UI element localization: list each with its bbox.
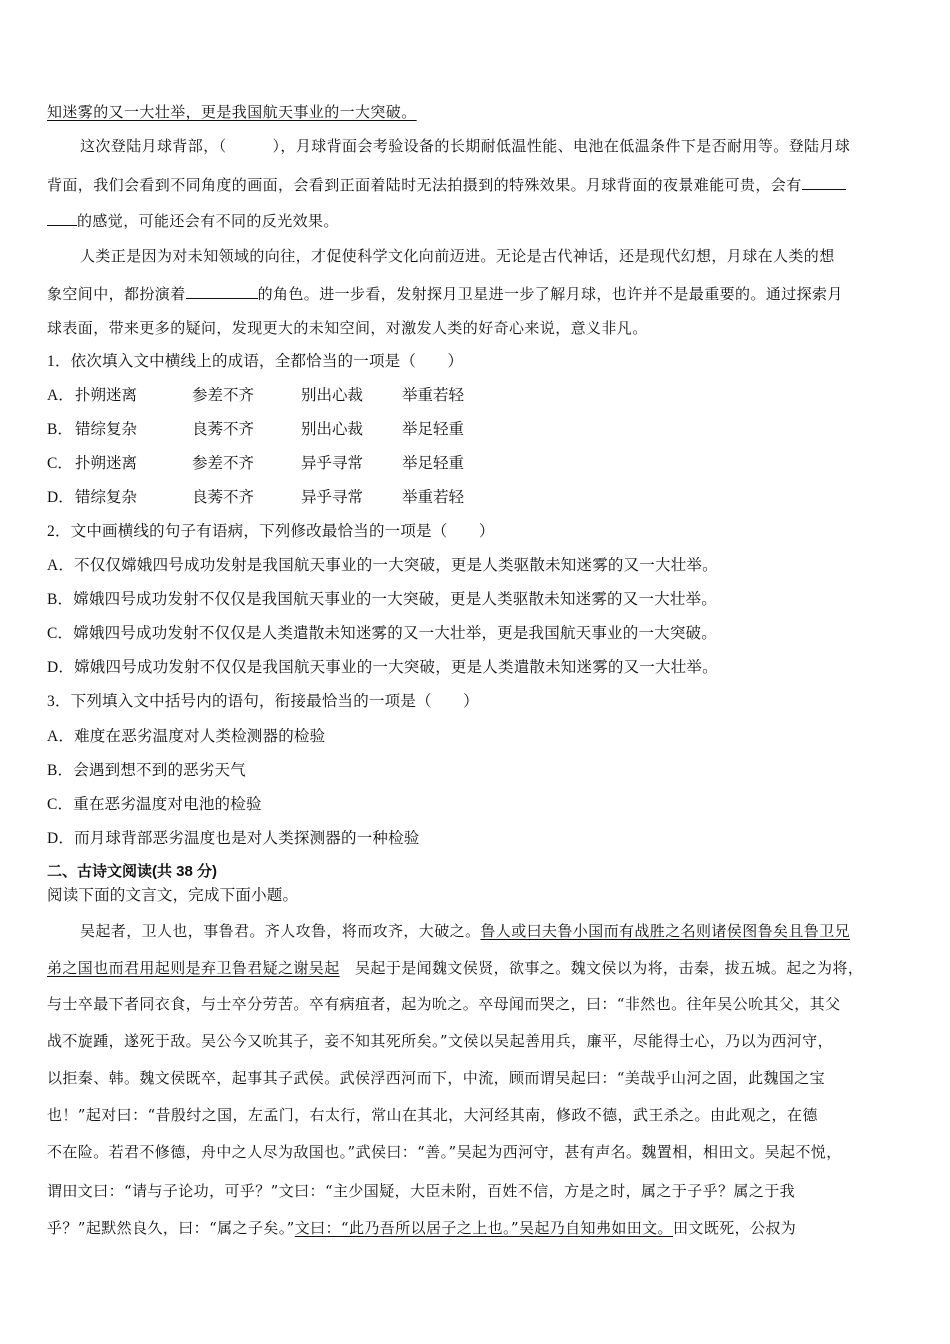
fill-blank — [47, 210, 77, 226]
passage-paragraph-3-line-1: 人类正是因为对未知领域的向往，才促使科学文化向前迈进。无论是古代神话，还是现代幻想，月球在人类的想 — [80, 247, 835, 265]
underlined-sentence: 鲁人或曰夫鲁小国而有战胜之名则诸侯图鲁矣且鲁卫兄 — [480, 922, 851, 940]
section-instruction: 阅读下面的文言文，完成下面小题。 — [47, 887, 299, 904]
passage-paragraph-3-line-3: 球表面，带来更多的疑问，发现更大的未知空间，对激发人类的好奇心来说，意义非凡。 — [47, 319, 648, 337]
question-3-option-a[interactable]: A．难度在恶劣温度对人类检测器的检验 — [47, 728, 326, 745]
question-2-stem: 2．文中画横线的句子有语病，下列修改最恰当的一项是（ ） — [47, 523, 495, 540]
question-2-option-c[interactable]: C．嫦娥四号成功发射不仅仅是人类遣散未知迷雾的又一大壮举，更是我国航天事业的一大突破。 — [47, 625, 717, 642]
underlined-sentence: 弟之国也而君用起则是弃卫鲁君疑之谢吴起 — [47, 959, 340, 977]
section-heading: 二、古诗文阅读(共 38 分) — [47, 863, 218, 880]
passage-paragraph-2-line-1: 这次登陆月球背部，（ ），月球背面会考验设备的长期耐低温性能、电池在低温条件下是否耐用等。登陆月球 — [80, 137, 851, 155]
classical-line-8: 谓田文曰：“请与子论功，可乎？”文曰：“主少国疑，大臣未附，百姓不信，方是之时，属之于子乎？属之于我 — [47, 1182, 796, 1200]
question-3-option-c[interactable]: C．重在恶劣温度对电池的检验 — [47, 796, 262, 813]
classical-line-4: 战不旋踵，遂死于敌。吴公今又吮其子，妾不知其死所矣。”文侯以吴起善用兵，廉平，尽能得士心，乃以为西河守， — [47, 1032, 833, 1050]
question-3-stem: 3．下列填入文中括号内的语句，衔接最恰当的一项是（ ） — [47, 693, 479, 710]
underlined-sentence: 知迷雾的又一大壮举，更是我国航天事业的一大突破。 — [47, 103, 417, 121]
question-2-option-d[interactable]: D．嫦娥四号成功发射不仅仅是我国航天事业的一大突破，更是人类遣散未知迷雾的又一大壮举。 — [47, 659, 718, 676]
exam-page: 知迷雾的又一大壮举，更是我国航天事业的一大突破。 这次登陆月球背部，（ ），月球背面会考验设备的长期耐低温性能、电池在低温条件下是否耐用等。登陆月球 背面，我们会看到不同角度的画面，会看到正面着陆时无法拍摄到的特殊效果。月球背面的夜景难能可贵，会有 的感觉，可能还会有不同的反光效果。 人类正是因为对未知领域的向往，才促使科学文化向前迈进。无论是古代神话，还是现代幻想，月球在人类的想 象空间中，都扮演着 的角色。进一步看，发射探月卫星进一步了解月球，也许并不是最重要的。通过探索月 球表面，带来更多的疑问，发现更大的未知空间，对激发人类的好奇心来说，意义非凡。 1．依次填入文中横线上的成语，全都恰当的一项是（ ） A． 扑朔迷离 参差不齐 别出心裁 举重若轻 B． 错综复杂 良莠不齐 别出心裁 举足轻重 C． 扑朔迷离 参差不齐 异乎寻常 举足轻重 D． 错综复杂 良莠不齐 异乎寻常 举重若轻 2．文中画横线的句子有语病，下列修改最恰当的一项是（ ） A．不仅仅嫦娥四号成功发射是我国航天事业的一大突破，更是人类驱散未知迷雾的又一大壮举。 B．嫦娥四号成功发射不仅仅是我国航天事业的一大突破，更是人类驱散未知迷雾的又一大壮举。 C．嫦娥四号成功发射不仅仅是人类遣散未知迷雾的又一大壮举，更是我国航天事业的一大突破。 D．嫦娥四号成功发射不仅仅是我国航天事业的一大突破，更是人类遣散未知迷雾的又一大壮举。 3．下列填入文中括号内的语句，衔接最恰当的一项是（ ） A．难度在恶劣温度对人类检测器的检验 B．会遇到想不到的恶劣天气 C．重在恶劣温度对电池的检验 D．而月球背部恶劣温度也是对人类探测器的一种检验 二、古诗文阅读(共 38 分) 阅读下面的文言文，完成下面小题。 吴起者，卫人也，事鲁君。齐人攻鲁，将而攻齐，大破之。鲁人或曰夫鲁小国而有战胜之名则诸侯图鲁矣且鲁卫兄 弟之国也而君用起则是弃卫鲁君疑之谢吴起 吴起于是闻魏文侯贤，欲事之。魏文侯以为将，击秦，拔五城。起之为将， 与士卒最下者同衣食，与士卒分劳苦。卒有病疽者，起为吮之。卒母闻而哭之，曰：“非然也。往年吴公吮其父，其父 战不旋踵，遂死于敌。吴公今又吮其子，妾不知其死所矣。”文侯以吴起善用兵，廉平，尽能得士心，乃以为西河守， 以拒秦、韩。魏文侯既卒，起事其子武侯。武侯浮西河而下，中流，顾而谓吴起曰：“美哉乎山河之固，此魏国之宝 也！”起对曰：“昔殷纣之国，左孟门，右太行，常山在其北，大河经其南，修政不德，武王杀之。由此观之，在德 不在险。若君不修德，舟中之人尽为敌国也。”武侯曰：“善。”吴起为西河守，甚有声名。魏置相，相田文。吴起不悦， 谓田文曰：“请与子论功，可乎？”文曰：“主少国疑，大臣未附，百姓不信，方是之时，属之于子乎？属之于我 乎？”起默然良久，曰：“属之子矣。”文曰：“此乃吾所以居子之上也。”吴起乃自知弗如田文。田文既死，公叔为 — [0, 0, 950, 1344]
question-1-stem: 1．依次填入文中横线上的成语，全都恰当的一项是（ ） — [47, 353, 464, 370]
classical-line-7: 不在险。若君不修德，舟中之人尽为敌国也。”武侯曰：“善。”吴起为西河守，甚有声名。魏置相，相田文。吴起不悦， — [47, 1143, 842, 1161]
classical-line-9: 乎？”起默然良久，曰：“属之子矣。”文曰：“此乃吾所以居子之上也。”吴起乃自知弗如田文。田文既死，公叔为 — [47, 1219, 797, 1237]
underlined-sentence: 文曰：“此乃吾所以居子之上也。”吴起乃自知弗如田文。 — [294, 1219, 673, 1237]
classical-line-6: 也！”起对曰：“昔殷纣之国，左孟门，右太行，常山在其北，大河经其南，修政不德，武王杀之。由此观之，在德 — [47, 1106, 818, 1124]
classical-line-5: 以拒秦、韩。魏文侯既卒，起事其子武侯。武侯浮西河而下，中流，顾而谓吴起曰：“美哉乎山河之固，此魏国之宝 — [47, 1069, 826, 1087]
passage-line-underlined — [47, 102, 907, 122]
classical-line-1: 吴起者，卫人也，事鲁君。齐人攻鲁，将而攻齐，大破之。鲁人或曰夫鲁小国而有战胜之名则诸侯图鲁矣且鲁卫兄 — [80, 922, 851, 940]
passage-paragraph-3-line-2: 象空间中，都扮演着 的角色。进一步看，发射探月卫星进一步了解月球，也许并不是最重要的。通过探索月 — [47, 285, 843, 303]
classical-line-3: 与士卒最下者同衣食，与士卒分劳苦。卒有病疽者，起为吮之。卒母闻而哭之，曰：“非然也。往年吴公吮其父，其父 — [47, 995, 841, 1013]
passage-paragraph-2-line-2: 背面，我们会看到不同角度的画面，会看到正面着陆时无法拍摄到的特殊效果。月球背面的夜景难能可贵，会有 — [47, 174, 907, 195]
fill-blank — [186, 283, 258, 299]
question-3-option-d[interactable]: D．而月球背部恶劣温度也是对人类探测器的一种检验 — [47, 830, 420, 847]
passage-paragraph-2-line-3: 的感觉，可能还会有不同的反光效果。 — [47, 210, 907, 231]
question-2-option-b[interactable]: B．嫦娥四号成功发射不仅仅是我国航天事业的一大突破，更是人类驱散未知迷雾的又一大壮举。 — [47, 591, 717, 608]
question-2-option-a[interactable]: A．不仅仅嫦娥四号成功发射是我国航天事业的一大突破，更是人类驱散未知迷雾的又一大壮举。 — [47, 557, 718, 574]
classical-line-2: 弟之国也而君用起则是弃卫鲁君疑之谢吴起 吴起于是闻魏文侯贤，欲事之。魏文侯以为将，击秦，拔五城。起之为将， — [47, 959, 864, 977]
fill-blank — [802, 174, 846, 190]
question-3-option-b[interactable]: B．会遇到想不到的恶劣天气 — [47, 762, 246, 779]
